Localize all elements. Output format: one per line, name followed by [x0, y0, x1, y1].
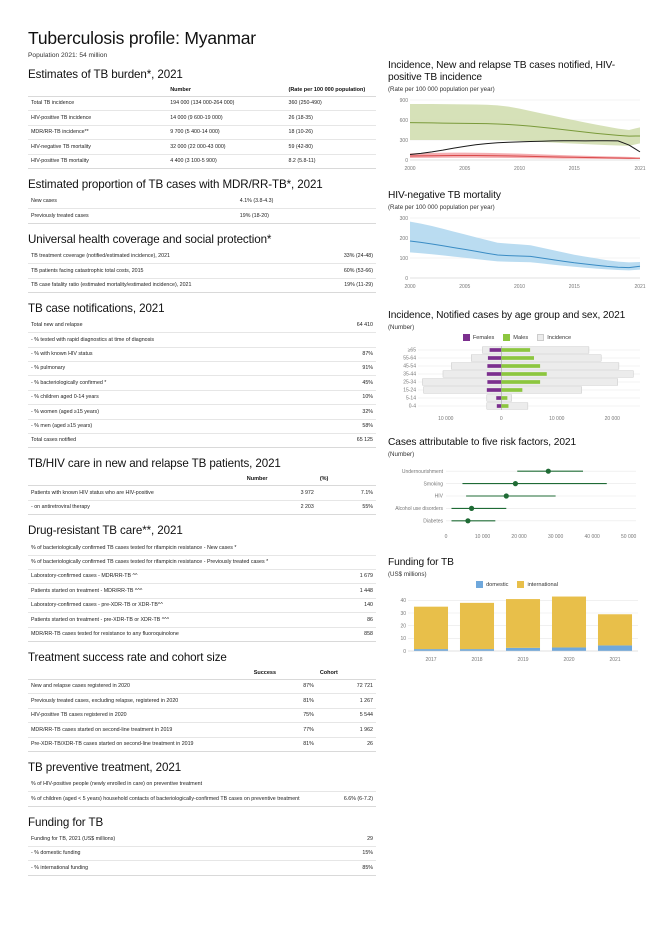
table-row	[28, 708, 376, 722]
svg-text:40 000: 40 000	[584, 534, 600, 541]
table-header-row	[28, 474, 376, 486]
svg-text:30 000: 30 000	[547, 534, 564, 541]
legend-label: international	[527, 581, 558, 588]
legend-swatch	[503, 334, 510, 341]
svg-text:0: 0	[405, 157, 408, 164]
table-row	[28, 434, 376, 448]
table-row	[28, 723, 376, 737]
legend-label: Females	[472, 334, 495, 341]
row-label: - % with known HIV status	[28, 347, 306, 361]
left-column	[28, 28, 376, 876]
legend-label: domestic	[486, 581, 509, 588]
svg-text:10 000: 10 000	[474, 534, 491, 541]
col-burden-number: Number	[167, 85, 285, 97]
table-row	[28, 319, 376, 333]
row-value: 9 700 (5 400-14 000)	[167, 125, 285, 139]
row-label: Patients started on treatment - MDR/RR-TB ^^^	[28, 584, 313, 598]
row-label: TB treatment coverage (notified/estimated incidence), 2021	[28, 250, 299, 264]
row-value: 26 (18-35)	[286, 111, 377, 125]
table-row	[28, 847, 376, 861]
row-value	[313, 555, 376, 569]
table-row	[28, 405, 376, 419]
legend-item	[463, 334, 494, 341]
table-row	[28, 694, 376, 708]
chart-age-sex	[388, 310, 646, 423]
row-value: 26	[317, 737, 376, 751]
row-value: 86	[313, 613, 376, 627]
legend-swatch	[476, 581, 483, 588]
section-title-preventive: TB preventive treatment, 2021	[28, 760, 182, 774]
legend-swatch	[537, 334, 544, 341]
row-value: 8.2 (5.8-11)	[286, 154, 377, 168]
svg-text:2000: 2000	[404, 166, 416, 173]
row-value: 91%	[306, 362, 376, 376]
row-label: % of children (aged < 5 years) household contacts of bacteriologically-confirmed TB cases on preventive treatment	[28, 792, 313, 806]
col-ts-blank	[28, 668, 251, 680]
table-row	[28, 541, 376, 555]
row-label: - % men (aged ≥15 years)	[28, 419, 306, 433]
row-label: Total TB incidence	[28, 97, 167, 111]
svg-text:55-64: 55-64	[403, 355, 416, 362]
section-title-burden: Estimates of TB burden*, 2021	[28, 68, 183, 81]
row-label: Previously treated cases	[28, 209, 237, 223]
row-value: 45%	[306, 376, 376, 390]
table-treatment-success	[28, 668, 376, 752]
section-title-mdr-proportion: Estimated proportion of TB cases with MDR/RR-TB*, 2021	[28, 177, 323, 191]
table-row	[28, 333, 376, 347]
row-value	[313, 778, 376, 792]
svg-text:HIV: HIV	[434, 493, 443, 500]
col-burden-rate: (Rate per 100 000 population)	[286, 85, 377, 97]
row-label: TB case fatality ratio (estimated mortality/estimated incidence), 2021	[28, 278, 299, 292]
chart-risk-factors-subtitle: (Number)	[388, 451, 415, 459]
row-value: 4 400 (3 100-5 900)	[167, 154, 285, 168]
svg-text:2021: 2021	[609, 657, 621, 664]
table-tbhiv	[28, 474, 376, 515]
svg-text:2018: 2018	[471, 657, 483, 664]
row-value: 58%	[306, 419, 376, 433]
col-ts-success: Success	[251, 668, 317, 680]
row-value: 2 203	[244, 500, 317, 514]
table-row	[28, 833, 376, 847]
svg-text:900: 900	[399, 97, 408, 104]
chart-funding-subtitle: (US$ millions)	[388, 571, 427, 579]
section-title-uhc: Universal health coverage and social protection*	[28, 232, 272, 246]
row-value: 18 (10-26)	[286, 125, 377, 139]
svg-text:10: 10	[400, 636, 406, 643]
row-value: 858	[313, 627, 376, 641]
row-value: 1 267	[317, 694, 376, 708]
chart-age-sex-title: Incidence, Notified cases by age group and sex, 2021	[388, 310, 626, 322]
svg-text:30: 30	[400, 610, 406, 617]
table-row	[28, 264, 376, 278]
table-row	[28, 792, 376, 806]
svg-text:40: 40	[400, 598, 406, 605]
row-value: 87%	[251, 679, 317, 693]
table-row	[28, 737, 376, 751]
svg-text:300: 300	[399, 215, 408, 222]
svg-text:25-34: 25-34	[403, 379, 416, 386]
row-value: 65 125	[306, 434, 376, 448]
table-row	[28, 584, 376, 598]
table-row	[28, 598, 376, 612]
row-value: 29	[313, 833, 376, 847]
row-value	[313, 541, 376, 555]
svg-text:2019: 2019	[517, 657, 529, 664]
chart-age-sex-plot	[388, 343, 646, 423]
col-tbhiv-blank	[28, 474, 244, 486]
table-row	[28, 154, 376, 168]
row-label: MDR/RR-TB cases tested for resistance to any fluoroquinolone	[28, 627, 313, 641]
row-value: 140	[313, 598, 376, 612]
table-row	[28, 125, 376, 139]
table-row	[28, 111, 376, 125]
chart-mortality-title: HIV-negative TB mortality	[388, 190, 501, 202]
table-row	[28, 250, 376, 264]
svg-text:10 000: 10 000	[549, 416, 565, 423]
row-value: 1 448	[313, 584, 376, 598]
row-value: 19% (18-20)	[237, 209, 376, 223]
table-row	[28, 486, 376, 500]
table-row	[28, 362, 376, 376]
row-label: % of bacteriologically confirmed TB cases tested for rifampicin resistance - New cases *	[28, 541, 313, 555]
table-uhc	[28, 250, 376, 293]
row-label: New cases	[28, 195, 237, 209]
row-label: HIV-positive TB mortality	[28, 154, 167, 168]
row-value: 32 000 (22 000-43 000)	[167, 140, 285, 154]
row-label: Pre-XDR-TB/XDR-TB cases started on second-line treatment in 2019	[28, 737, 251, 751]
row-label: - % children aged 0-14 years	[28, 390, 306, 404]
chart-incidence	[388, 60, 646, 174]
row-value: 14 000 (9 600-19 000)	[167, 111, 285, 125]
svg-text:5-14: 5-14	[405, 395, 416, 402]
svg-text:0-4: 0-4	[408, 403, 416, 410]
row-label: % of HIV-positive people (newly enrolled in care) on preventive treatment	[28, 778, 313, 792]
col-ts-cohort: Cohort	[317, 668, 376, 680]
section-title-funding: Funding for TB	[28, 815, 104, 829]
row-label: Funding for TB, 2021 (US$ millions)	[28, 833, 313, 847]
row-value: 32%	[306, 405, 376, 419]
table-burden	[28, 85, 376, 169]
row-value: 85%	[313, 861, 376, 875]
col-tbhiv-number: Number	[244, 474, 317, 486]
row-value: 75%	[251, 708, 317, 722]
svg-text:2015: 2015	[568, 284, 580, 291]
svg-text:20 000: 20 000	[511, 534, 527, 541]
row-label: TB patients facing catastrophic total costs, 2015	[28, 264, 299, 278]
row-value: 77%	[251, 723, 317, 737]
svg-text:300: 300	[399, 137, 408, 144]
row-label: New and relapse cases registered in 2020	[28, 679, 251, 693]
row-label: Patients with known HIV status who are HIV-positive	[28, 486, 244, 500]
chart-funding	[388, 557, 646, 664]
svg-text:2015: 2015	[568, 166, 580, 173]
legend-item	[537, 334, 571, 341]
row-value: 10%	[306, 390, 376, 404]
legend-swatch	[517, 581, 524, 588]
chart-funding-title: Funding for TB	[388, 557, 454, 569]
table-row	[28, 861, 376, 875]
chart-risk-factors-title: Cases attributable to five risk factors, 2021	[388, 437, 577, 449]
row-value: 1 679	[313, 569, 376, 583]
legend-label: Males	[513, 334, 529, 341]
row-label: - % pulmonary	[28, 362, 306, 376]
row-label: Previously treated cases, excluding relapse, registered in 2020	[28, 694, 251, 708]
table-header-row	[28, 85, 376, 97]
table-row	[28, 347, 376, 361]
svg-text:0: 0	[499, 416, 503, 423]
chart-risk-factors	[388, 437, 646, 541]
legend-item	[517, 581, 557, 588]
row-value: 87%	[306, 347, 376, 361]
row-value: 33% (24-48)	[299, 250, 376, 264]
table-row	[28, 569, 376, 583]
row-label: HIV-negative TB mortality	[28, 140, 167, 154]
section-title-treatment-success: Treatment success rate and cohort size	[28, 650, 227, 664]
svg-text:2010: 2010	[513, 284, 526, 291]
chart-incidence-title: Incidence, New and relapse TB cases notified, HIV-positive TB incidence	[388, 60, 615, 84]
population-line: Population 2021: 54 million	[28, 52, 108, 59]
chart-mortality-subtitle: (Rate per 100 000 population per year)	[388, 204, 495, 212]
row-label: % of bacteriologically confirmed TB cases tested for rifampicin resistance - Previously treated cases *	[28, 555, 313, 569]
row-value: 19% (11-29)	[299, 278, 376, 292]
row-value: 3 972	[244, 486, 317, 500]
row-value: 6.6% (6-7.2)	[313, 792, 376, 806]
svg-text:Alcohol use disorders: Alcohol use disorders	[395, 506, 443, 513]
row-label: MDR/RR-TB incidence**	[28, 125, 167, 139]
row-value: 7.1%	[317, 486, 376, 500]
row-label: MDR/RR-TB cases started on second-line treatment in 2019	[28, 723, 251, 737]
table-row	[28, 679, 376, 693]
page-title: Tuberculosis profile: Myanmar	[28, 28, 256, 48]
svg-text:2010: 2010	[513, 166, 526, 173]
chart-mortality	[388, 190, 646, 292]
table-row	[28, 419, 376, 433]
row-label: Total cases notified	[28, 434, 306, 448]
svg-text:2005: 2005	[459, 166, 471, 173]
table-mdr-proportion	[28, 195, 376, 224]
row-label: - % domestic funding	[28, 847, 313, 861]
row-value	[306, 333, 376, 347]
legend-item	[503, 334, 528, 341]
table-row	[28, 140, 376, 154]
svg-text:100: 100	[399, 255, 408, 262]
row-value: 60% (53-66)	[299, 264, 376, 278]
table-row	[28, 555, 376, 569]
row-label: HIV-positive TB incidence	[28, 111, 167, 125]
svg-text:2000: 2000	[404, 284, 416, 291]
section-title-drug-resistant: Drug-resistant TB care**, 2021	[28, 524, 183, 538]
row-label: - % bacteriologically confirmed *	[28, 376, 306, 390]
svg-text:45-54: 45-54	[403, 363, 416, 370]
svg-text:2021: 2021	[634, 284, 646, 291]
svg-text:0: 0	[405, 275, 408, 282]
svg-text:Diabetes: Diabetes	[423, 518, 443, 525]
col-tbhiv-pct: (%)	[317, 474, 376, 486]
row-label: Laboratory-confirmed cases - pre-XDR-TB or XDR-TB^^	[28, 598, 313, 612]
section-title-tbhiv: TB/HIV care in new and relapse TB patients, 2021	[28, 457, 281, 471]
col-burden-blank	[28, 85, 167, 97]
svg-text:10 000: 10 000	[438, 416, 454, 423]
row-label: Patients started on treatment - pre-XDR-TB or XDR-TB ^^^	[28, 613, 313, 627]
svg-text:Undernourishment: Undernourishment	[401, 469, 443, 476]
row-label: Laboratory-confirmed cases - MDR/RR-TB ^^	[28, 569, 313, 583]
svg-text:2020: 2020	[563, 657, 575, 664]
svg-text:Smoking: Smoking	[423, 481, 443, 488]
table-row	[28, 195, 376, 209]
row-value: 15%	[313, 847, 376, 861]
svg-text:50 000: 50 000	[621, 534, 637, 541]
table-notifications	[28, 319, 376, 449]
row-label: HIV-positive TB cases registered in 2020	[28, 708, 251, 722]
table-header-row	[28, 668, 376, 680]
chart-incidence-plot	[388, 96, 646, 174]
table-preventive	[28, 778, 376, 807]
row-value: 81%	[251, 694, 317, 708]
svg-text:0: 0	[444, 534, 448, 541]
table-row	[28, 500, 376, 514]
row-value: 360 (250-490)	[286, 97, 377, 111]
svg-text:2017: 2017	[425, 657, 437, 664]
svg-text:2005: 2005	[459, 284, 471, 291]
svg-text:≥65: ≥65	[407, 347, 416, 354]
row-value: 81%	[251, 737, 317, 751]
chart-funding-legend	[388, 581, 646, 588]
table-row	[28, 390, 376, 404]
row-value: 1 962	[317, 723, 376, 737]
table-funding	[28, 833, 376, 876]
row-label: - % tested with rapid diagnostics at time of diagnosis	[28, 333, 306, 347]
table-row	[28, 627, 376, 641]
row-label: Total new and relapse	[28, 319, 306, 333]
svg-text:20 000: 20 000	[604, 416, 620, 423]
legend-item	[476, 581, 508, 588]
svg-text:15-24: 15-24	[403, 387, 416, 394]
svg-text:35-44: 35-44	[403, 371, 416, 378]
row-value: 59 (42-80)	[286, 140, 377, 154]
svg-text:2021: 2021	[634, 166, 646, 173]
svg-text:20: 20	[400, 623, 406, 630]
section-title-notifications: TB case notifications, 2021	[28, 301, 165, 315]
table-row	[28, 209, 376, 223]
row-value: 4.1% (3.8-4.3)	[237, 195, 376, 209]
row-label: - on antiretroviral therapy	[28, 500, 244, 514]
chart-funding-plot	[388, 590, 646, 664]
legend-swatch	[463, 334, 470, 341]
table-row	[28, 278, 376, 292]
chart-age-sex-legend	[388, 334, 646, 341]
chart-risk-factors-plot	[388, 461, 646, 541]
row-label: - % international funding	[28, 861, 313, 875]
svg-text:0: 0	[403, 648, 406, 655]
svg-text:200: 200	[399, 235, 408, 242]
table-row	[28, 376, 376, 390]
row-value: 64 410	[306, 319, 376, 333]
row-label: - % women (aged ≥15 years)	[28, 405, 306, 419]
right-column	[388, 60, 646, 678]
row-value: 55%	[317, 500, 376, 514]
legend-label: Incidence	[547, 334, 572, 341]
row-value: 5 544	[317, 708, 376, 722]
chart-age-sex-subtitle: (Number)	[388, 324, 415, 332]
row-value: 194 000 (134 000-264 000)	[167, 97, 285, 111]
svg-text:600: 600	[399, 117, 408, 124]
table-row	[28, 778, 376, 792]
chart-mortality-plot	[388, 214, 646, 292]
table-drug-resistant	[28, 541, 376, 642]
table-row	[28, 97, 376, 111]
table-row	[28, 613, 376, 627]
row-value: 72 721	[317, 679, 376, 693]
chart-incidence-subtitle: (Rate per 100 000 population per year)	[388, 86, 495, 94]
